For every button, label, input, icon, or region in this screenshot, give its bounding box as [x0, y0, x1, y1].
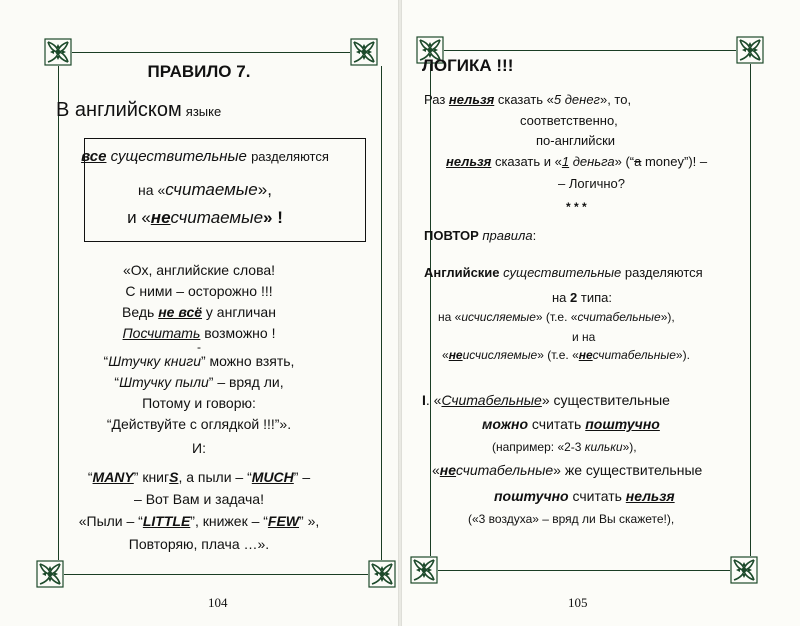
frame-line	[438, 570, 730, 571]
section-line: поштучно считать нельзя	[494, 488, 675, 504]
example-line: Повторяю, плача …».	[128, 536, 270, 552]
page-number: 104	[208, 595, 228, 610]
page-number: 105	[568, 595, 588, 610]
example-line: “MANY” книгS, а пыли – “MUCH” –	[87, 469, 311, 485]
logic-line: Раз нельзя сказать «5 денег», то,	[424, 92, 632, 107]
logic-line: по-английски	[536, 133, 616, 148]
poem-line: -	[197, 340, 201, 354]
example-line: «Пыли – “LITTLE”, книжек – “FEW” »,	[78, 513, 320, 529]
example-line: – Вот Вам и задача!	[134, 491, 264, 507]
left-page	[0, 0, 398, 626]
rule-title: ПРАВИЛО 7.	[147, 62, 251, 81]
rule-line: и на	[572, 330, 596, 344]
intro-line: В английском языке	[56, 99, 222, 121]
section-line: можно считать поштучно	[482, 416, 660, 432]
logic-line: – Логично?	[558, 176, 626, 191]
frame-line	[430, 64, 431, 556]
section-line: «несчитабельные» же существительные	[432, 462, 703, 478]
poem-line: «Ох, английские слова!	[122, 262, 276, 278]
frame-line	[444, 50, 736, 51]
section-line: (например: «2-3 кильки»),	[492, 440, 637, 454]
rule-line: на 2 типа:	[552, 290, 612, 305]
i-line: И:	[192, 440, 206, 456]
corner-flourish-icon	[736, 36, 764, 64]
right-page	[402, 0, 800, 626]
section-line: I. «Считабельные» существительные	[422, 392, 670, 408]
rule-box-line-1: все существительные разделяются	[81, 148, 329, 165]
logic-title: ЛОГИКА !!!	[422, 56, 514, 75]
poem-line: “Штучку пыли” – вряд ли,	[114, 374, 284, 390]
rule-box-line-2: на «считаемые»,	[138, 180, 272, 199]
poem-line: Посчитать возможно !	[122, 325, 276, 341]
logic-line: соответственно,	[520, 113, 618, 128]
rule-line: на «исчисляемые» (т.е. «считабельные»),	[438, 310, 675, 324]
poem-line: С ними – осторожно !!!	[125, 283, 273, 299]
rule-box-line-3: и «несчитаемые» !	[127, 208, 283, 227]
poem-line: “Действуйте с оглядкой !!!”».	[106, 416, 292, 432]
poem-line: Потому и говорю:	[142, 395, 256, 411]
corner-flourish-icon	[410, 556, 438, 584]
corner-flourish-icon	[730, 556, 758, 584]
poem-line: Ведь не всё у англичан	[122, 304, 276, 320]
corner-flourish-icon	[368, 560, 396, 588]
corner-flourish-icon	[36, 560, 64, 588]
rule-line: «неисчисляемые» (т.е. «несчитабельные»).	[442, 348, 690, 362]
rule-line: Английские существительные разделяются	[424, 265, 703, 280]
logic-line: нельзя сказать и «1 деньга» (“a money”)! –	[446, 154, 708, 169]
stars-separator: * * *	[566, 200, 587, 214]
section-line: («3 воздуха» – вряд ли Вы скажете!),	[468, 512, 675, 526]
poem-line: “Штучку книги” можно взять,	[103, 353, 295, 369]
frame-line	[72, 52, 350, 53]
frame-line	[64, 574, 368, 575]
frame-line	[750, 64, 751, 556]
repeat-heading: ПОВТОР правила:	[424, 228, 537, 243]
